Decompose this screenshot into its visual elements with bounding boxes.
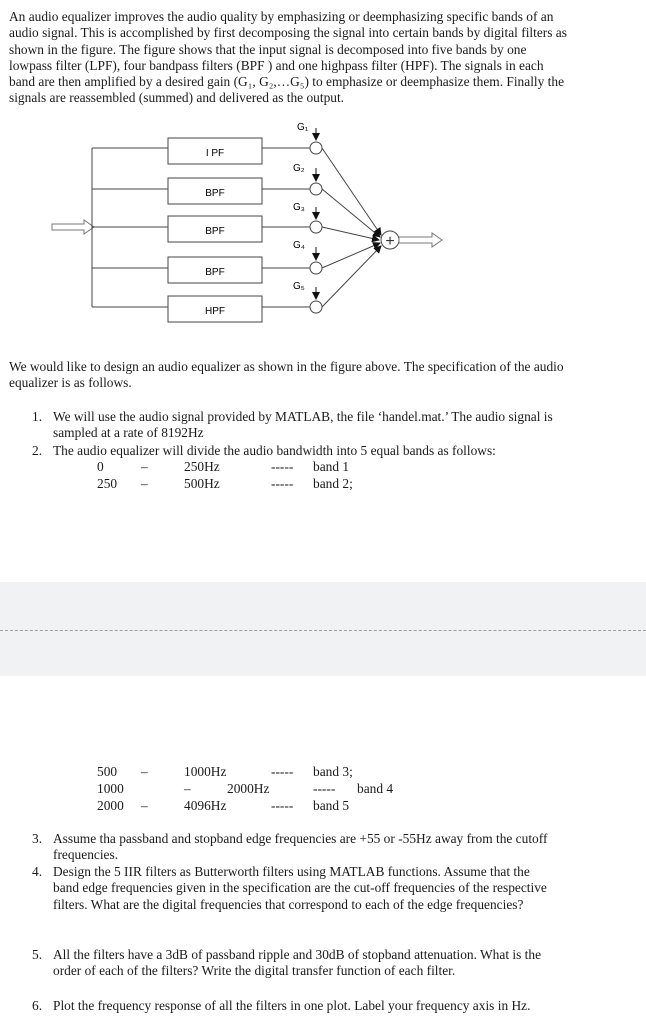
item-number: 3. — [32, 831, 43, 846]
band-high: 500Hz — [184, 476, 220, 491]
item-number: 5. — [32, 947, 43, 962]
band-sep: ----- — [271, 459, 294, 474]
band-label: band 1 — [313, 459, 350, 474]
input-bus — [92, 148, 168, 307]
band-high: 4096Hz — [184, 798, 227, 813]
gain-label: G₁ — [297, 122, 309, 133]
band-high: 1000Hz — [184, 764, 227, 779]
filter-label: I PF — [205, 148, 225, 159]
item-text: Assume tha passband and stopband edge frequencies are +55 or -55Hz away from the cutoff frequencies. — [53, 831, 548, 863]
output-arrow — [399, 233, 442, 247]
item-number: 6. — [32, 998, 43, 1013]
item-text: All the filters have a 3dB of passband ripple and 30dB of stopband attenuation. What is the order of each of the filters? Write the digital transfer function of each filter. — [53, 947, 542, 979]
gain-1 — [297, 122, 316, 140]
band-high: 2000Hz — [227, 781, 270, 796]
filter-label: BPF — [205, 267, 225, 278]
filter-block-1 — [168, 138, 262, 164]
item-number: 2. — [32, 443, 43, 458]
filter-block-5 — [168, 296, 262, 322]
band-high: 250Hz — [184, 459, 220, 474]
band-dash: – — [141, 459, 148, 474]
item-text: Plot the frequency response of all the filters in one plot. Label your frequency axis in Hz. — [53, 998, 531, 1013]
gain-3 — [293, 202, 316, 219]
band-sep: ----- — [271, 476, 294, 491]
item-number: 1. — [32, 409, 43, 424]
item-text: The audio equalizer will divide the audio bandwidth into 5 equal bands as follows: — [53, 443, 496, 458]
band-label: band 4 — [357, 781, 394, 796]
item-text: Design the 5 IIR filters as Butterworth filters using MATLAB functions. Assume that the band edge frequencies given in the specification are the cut-off frequencies of the respective filters. What are the digital frequencies that correspond to each of the edge frequencies? — [53, 864, 547, 912]
gain-label: G₄ — [293, 240, 305, 251]
band-dash: – — [141, 798, 148, 813]
gain-label: G₅ — [293, 281, 305, 292]
band-sep: ----- — [271, 798, 294, 813]
filter-block-3 — [168, 216, 262, 242]
band-sep: ----- — [271, 764, 294, 779]
summer-inputs — [322, 148, 381, 307]
band-low: 500 — [97, 764, 118, 779]
band-low: 250 — [97, 476, 118, 491]
band-dash: – — [184, 781, 191, 796]
spec-paragraph: We would like to design an audio equalizer as shown in the figure above. The specification of the audio equalizer is as follows. — [9, 359, 564, 391]
band-dash: – — [141, 764, 148, 779]
gain-label: G₂ — [293, 163, 305, 174]
gain-2 — [293, 163, 316, 181]
input-arrow — [52, 220, 94, 234]
filter-label: BPF — [205, 226, 225, 237]
band-label: band 5 — [313, 798, 350, 813]
band-label: band 2; — [313, 476, 353, 491]
filter-label: BPF — [205, 188, 225, 199]
filter-label: HPF — [205, 306, 225, 317]
gain-4 — [293, 240, 316, 260]
intro-paragraph: An audio equalizer improves the audio quality by emphasizing or deemphasizing specific bands of an audio signal. This is accomplished by first decomposing the signal into certain bands by digital filters as shown in the figure. The figure shows that the input signal is decomposed into five bands by one lowpass filter (LPF), four bandpass filters (BPF ) and one highpass filter (HPF). The signals in each band are then amplified by a desired gain (G₁, G₂,…G₅) to emphasize or deemphasize them. Finally the signals are reassembled (summed) and delivered as the output. — [9, 9, 567, 106]
gain-5 — [293, 281, 316, 299]
filter-block-4 — [168, 257, 262, 283]
band-low: 1000 — [97, 781, 124, 796]
summer-node — [381, 231, 399, 250]
page-break-line — [0, 630, 646, 631]
sum-symbol: + — [385, 233, 395, 250]
band-low: 0 — [97, 459, 104, 474]
gain-label: G₃ — [293, 202, 305, 213]
band-label: band 3; — [313, 764, 353, 779]
equalizer-diagram — [0, 0, 646, 350]
page-break — [0, 582, 646, 676]
item-number: 4. — [32, 864, 43, 879]
filter-block-2 — [168, 178, 262, 204]
band-low: 2000 — [97, 798, 124, 813]
band-sep: ----- — [313, 781, 336, 796]
item-text: We will use the audio signal provided by MATLAB, the file ‘handel.mat.’ The audio signal is sampled at a rate of 8192Hz — [53, 409, 553, 441]
band-dash: – — [141, 476, 148, 491]
